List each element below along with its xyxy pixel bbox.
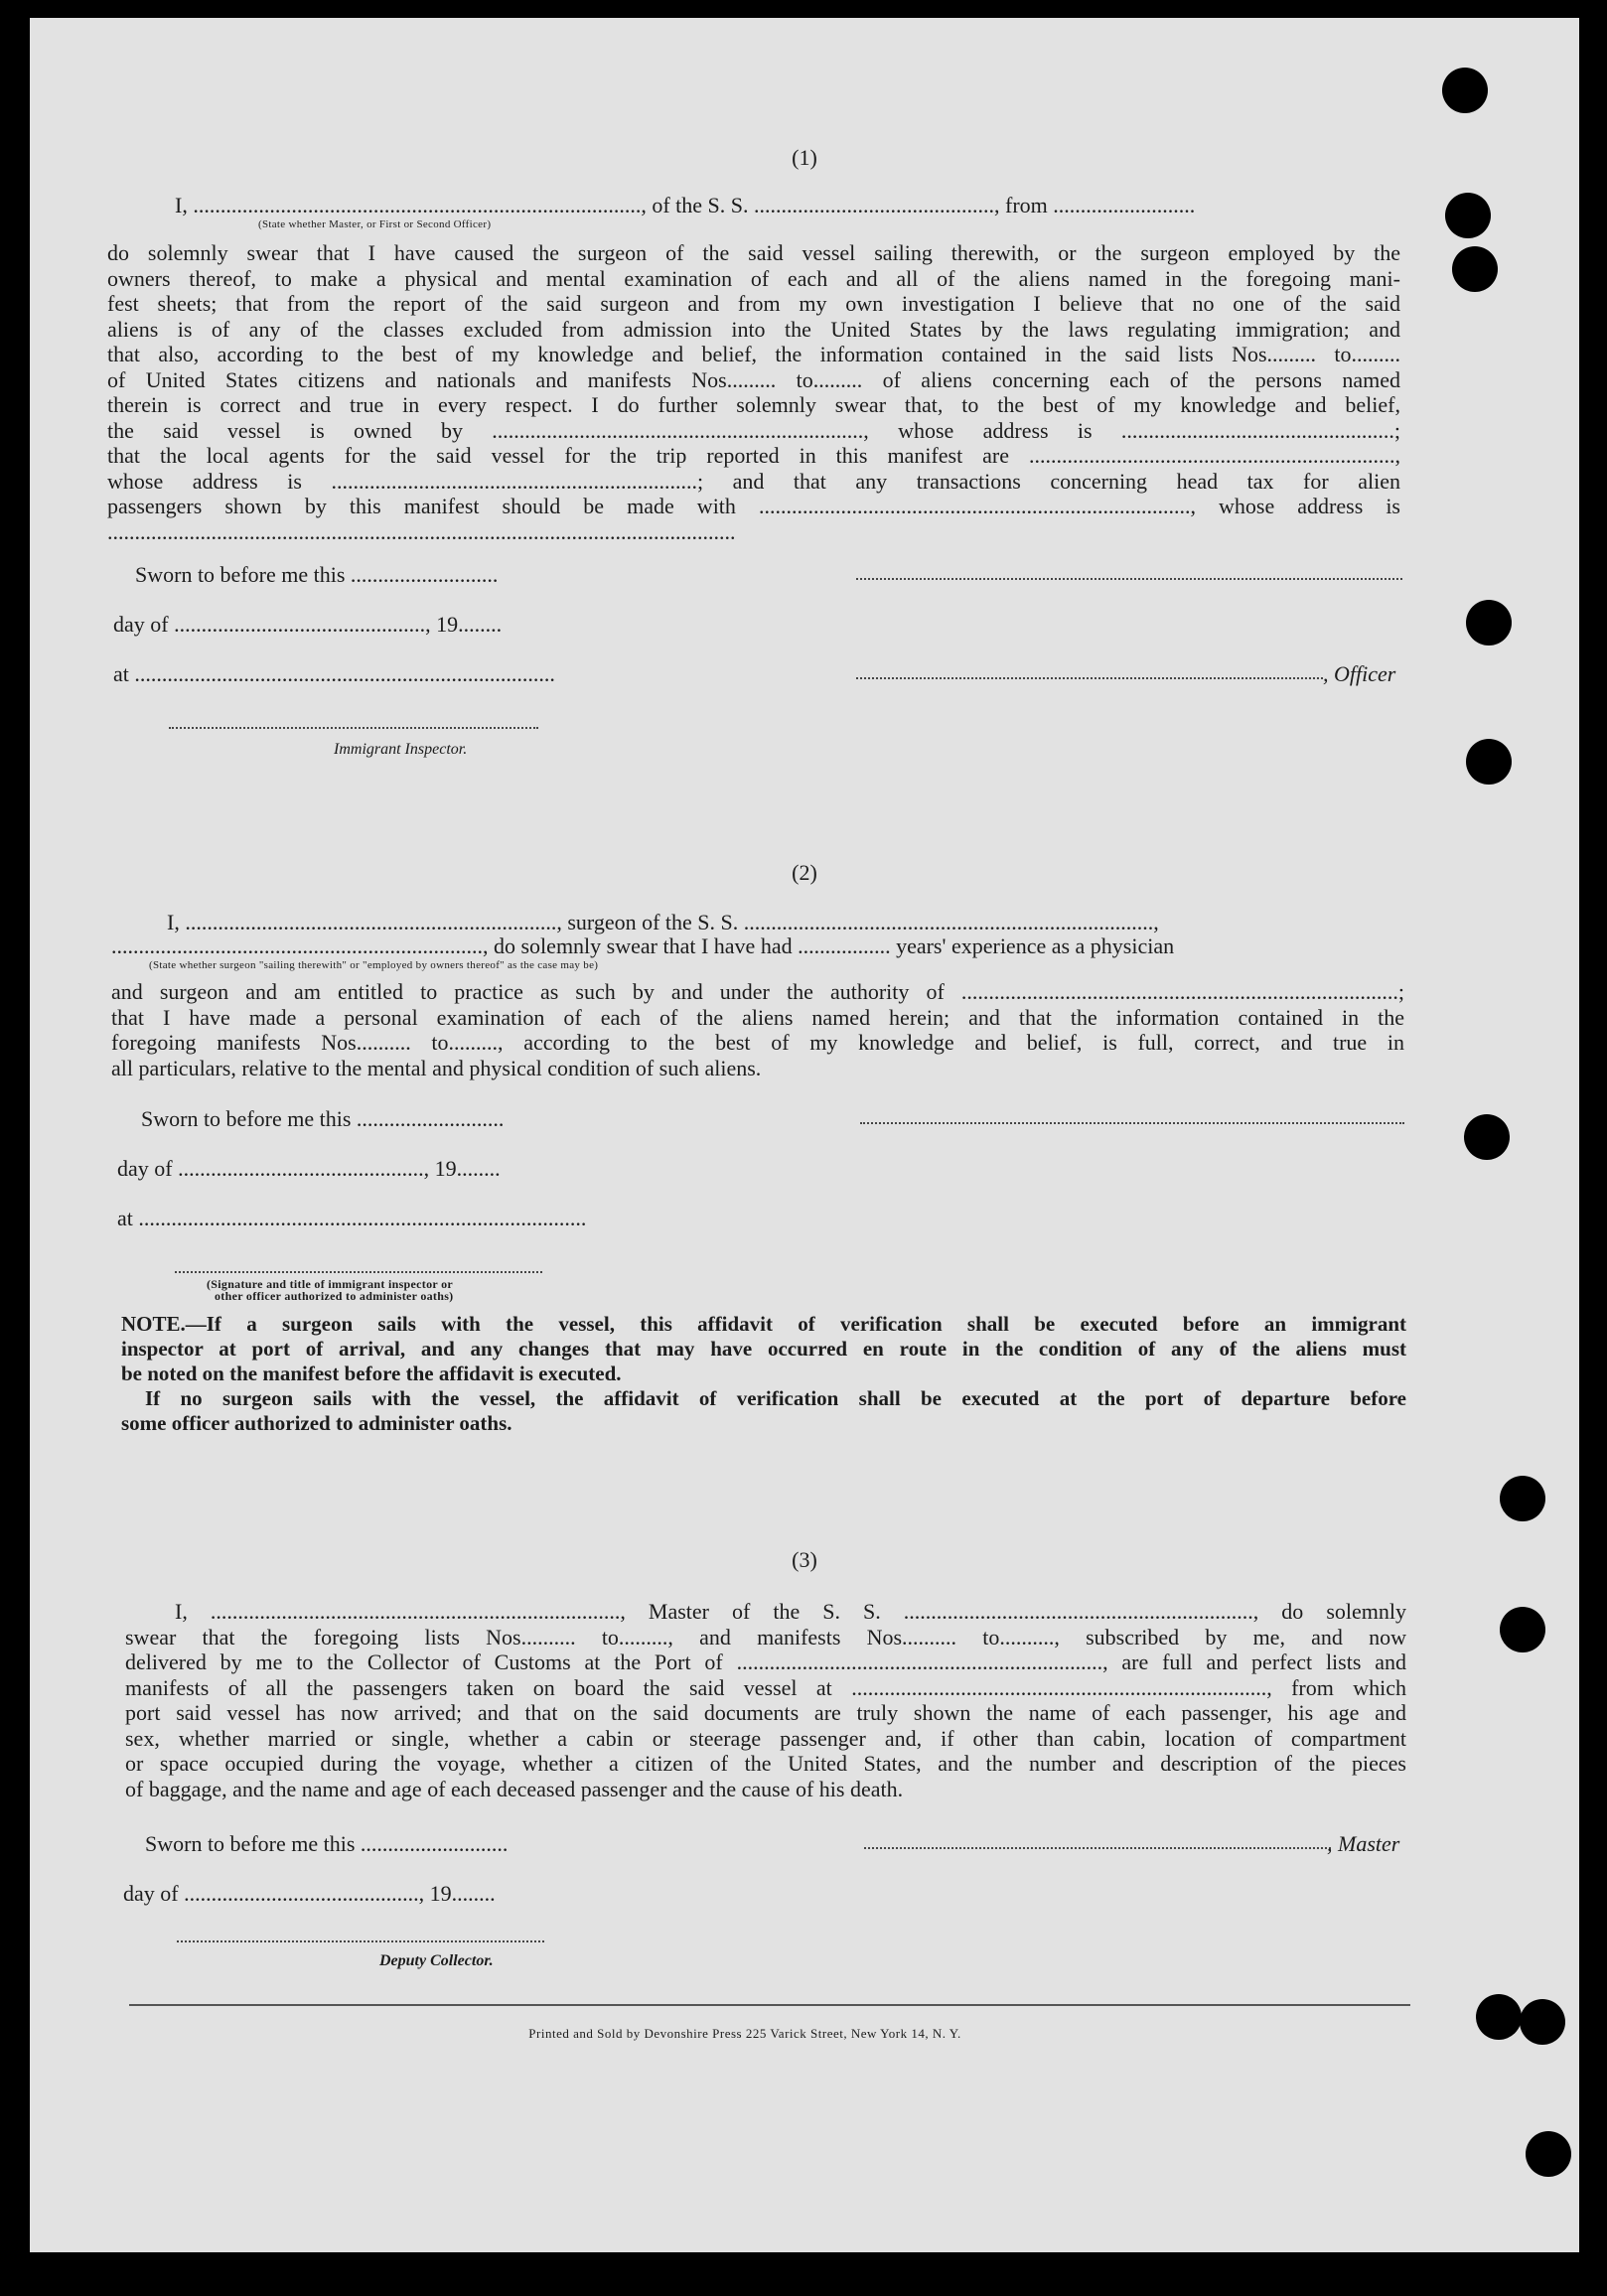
text-line: that the local agents for the said vessel for the trip reported in this manifest are ..................................................................., <box>107 443 1400 468</box>
text-line: swear that the foregoing lists Nos.......... to........., and manifests Nos.......... to.........., subscribed by me, and now <box>125 1624 1406 1650</box>
inspector-signature-line <box>175 1271 542 1273</box>
punch-hole <box>1500 1607 1545 1652</box>
text-line: all particulars, relative to the mental and physical condition of such aliens. <box>111 1055 762 1080</box>
signature-line <box>856 578 1402 580</box>
text-line: do solemnly swear that I have caused the surgeon of the said vessel sailing therewith, or the surgeon employed by the <box>107 240 1400 265</box>
text-line: manifests of all the passengers taken on board the said vessel at ............................................................................, from which <box>125 1674 1406 1700</box>
text-line: NOTE.—If a surgeon sails with the vessel, this affidavit of verification shall be executed before an immigrant <box>121 1312 1406 1336</box>
section-1-at: at ............................................................................. <box>113 661 555 686</box>
text-line: or space occupied during the voyage, whether a citizen of the United States, and the number and description of the pieces <box>125 1751 1406 1776</box>
text-line: sex, whether married or single, whether a cabin or steerage passenger and, if other than cabin, location of compartment <box>125 1725 1406 1751</box>
footer-rule <box>129 2004 1410 2006</box>
text-line: ................................................................................................................... <box>107 518 736 544</box>
punch-hole <box>1466 739 1512 785</box>
section-2-sworn: Sworn to before me this ........................... <box>141 1106 505 1131</box>
section-1-day: day of .............................................., 19........ <box>113 612 503 637</box>
text-line: owners thereof, to make a physical and mental examination of each and all of the aliens named in the foregoing mani- <box>107 265 1400 291</box>
printer-imprint: Printed and Sold by Devonshire Press 225 Varick Street, New York 14, N. Y. <box>528 2026 961 2041</box>
text-line: that I have made a personal examination of each of the aliens named herein; and that the information contained in the <box>111 1004 1404 1030</box>
text-line: inspector at port of arrival, and any changes that may have occurred en route in the condition of any of the aliens must <box>121 1337 1406 1361</box>
signature-caption: other officer authorized to administer oaths) <box>215 1289 454 1303</box>
section-2-number: (2) <box>792 860 817 885</box>
text-line: port said vessel has now arrived; and that on the said documents are truly shown the name of each passenger, his age and <box>125 1700 1406 1725</box>
text-line: whose address is ...................................................................; and that any transactions concerning head tax for alien <box>107 468 1400 494</box>
text-line: that also, according to the best of my knowledge and belief, the information contained in the said lists Nos......... to......... <box>107 342 1400 366</box>
text-line: be noted on the manifest before the affidavit is executed. <box>121 1362 622 1385</box>
surgeon-caption: (State whether surgeon "sailing therewith" or "employed by owners thereof" as the case may be) <box>149 959 599 971</box>
text-line: of United States citizens and nationals and manifests Nos......... to......... of aliens concerning each of the persons named <box>107 366 1400 392</box>
text-line: foregoing manifests Nos.......... to........., according to the best of my knowledge and belief, is full, correct, and true in <box>111 1030 1404 1055</box>
manifest-affidavit-page <box>30 18 1579 2252</box>
master-label: , Master <box>1327 1831 1400 1856</box>
signature-line <box>860 1122 1404 1124</box>
inspector-signature-line <box>169 727 538 729</box>
text-line: delivered by me to the Collector of Customs at the Port of ..................................................................., are full and perfect lists and <box>125 1650 1406 1674</box>
punch-hole <box>1500 1476 1545 1521</box>
master-signature-line <box>864 1847 1331 1849</box>
section-1-opening: I, .................................................................................., of the S. S. ............................................, from .......................... <box>175 193 1196 217</box>
punch-hole <box>1520 1999 1565 2045</box>
text-line: some officer authorized to administer oaths. <box>121 1411 512 1435</box>
section-3-day: day of ..........................................., 19........ <box>123 1881 496 1906</box>
signature-caption: (Signature and title of immigrant inspector or <box>207 1277 454 1291</box>
text-line: I, ..........................................................................., Master of the S. S. ................................................................, do solemnly <box>175 1599 1406 1624</box>
collector-label: Deputy Collector. <box>379 1952 494 1969</box>
text-line: the said vessel is owned by ...................................................................., whose address is ..................................................; <box>107 417 1400 443</box>
section-1-number: (1) <box>792 145 817 170</box>
section-2-opening: I, ...................................................................., surgeon of the S. S. ..........................................................................., <box>167 910 1159 934</box>
inspector-label: Immigrant Inspector. <box>334 741 468 758</box>
punch-hole <box>1466 600 1512 646</box>
text-line: and surgeon and am entitled to practice as such by and under the authority of ................................................................................; <box>111 979 1404 1004</box>
section-2-day: day of ............................................., 19........ <box>117 1156 501 1181</box>
section-3-number: (3) <box>792 1547 817 1572</box>
text-line: aliens is of any of the classes excluded from admission into the United States by the laws regulating immigration; and <box>107 316 1400 342</box>
section-3-sworn: Sworn to before me this ........................... <box>145 1831 509 1856</box>
officer-signature-line <box>856 677 1323 679</box>
officer-label: , Officer <box>1323 661 1396 686</box>
section-1-sworn: Sworn to before me this ........................... <box>135 562 499 587</box>
text-line: therein is correct and true in every respect. I do further solemnly swear that, to the best of my knowledge and belief, <box>107 392 1400 417</box>
text-line: passengers shown by this manifest should be made with ..............................................................................., whose address is <box>107 494 1400 518</box>
punch-hole <box>1442 68 1488 113</box>
collector-signature-line <box>177 1940 544 1942</box>
punch-hole <box>1452 246 1498 292</box>
text-line: fest sheets; that from the report of the said surgeon and from my own investigation I believe that no one of the said <box>107 291 1400 316</box>
section-2-at: at .................................................................................. <box>117 1206 587 1230</box>
punch-hole <box>1445 193 1491 238</box>
punch-hole <box>1464 1114 1510 1160</box>
text-line: of baggage, and the name and age of each deceased passenger and the cause of his death. <box>125 1776 904 1801</box>
punch-hole <box>1526 2131 1571 2177</box>
section-2-second: ...................................................................., do solemnly swear that I have had ................. years' experience as a physician <box>111 933 1175 958</box>
text-line: If no surgeon sails with the vessel, the affidavit of verification shall be executed at the port of departure before <box>145 1386 1406 1410</box>
officer-caption: (State whether Master, or First or Second Officer) <box>258 218 492 230</box>
